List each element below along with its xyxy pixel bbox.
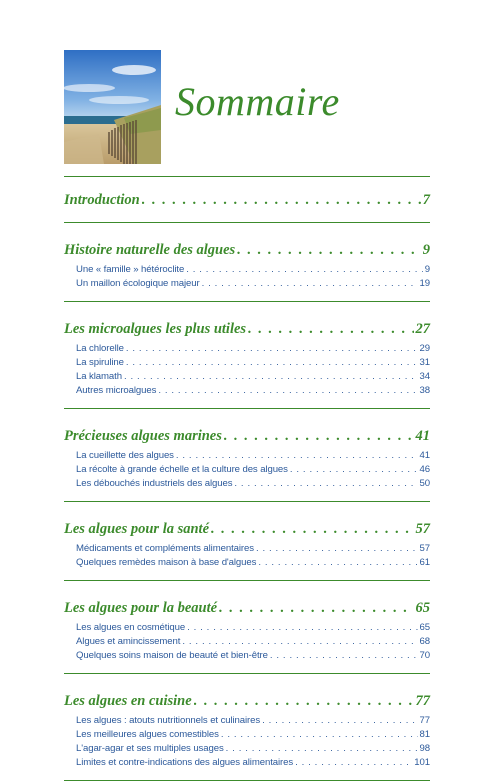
toc-entry[interactable] — [64, 742, 430, 756]
leader-dots — [258, 556, 417, 570]
toc-section — [64, 302, 430, 409]
entry-page: 57 — [419, 543, 430, 554]
entry-page: 65 — [419, 622, 430, 633]
chapter-title: Les microalgues les plus utiles — [64, 321, 247, 337]
entry-title: Les algues : atouts nutritionnels et culinaires — [76, 715, 261, 726]
entry-title: Autres microalgues — [76, 385, 157, 396]
entry-page: 38 — [419, 385, 430, 396]
entry-title: Quelques remèdes maison à base d'algues — [76, 557, 257, 568]
entry-page: 98 — [419, 743, 430, 754]
entry-title: La spiruline — [76, 357, 124, 368]
entry-title: Limites et contre-indications des algues alimentaires — [76, 757, 294, 768]
toc-section — [64, 409, 430, 502]
toc-entry[interactable] — [64, 649, 430, 663]
leader-dots — [211, 520, 413, 538]
leader-dots — [124, 370, 418, 384]
toc-entry[interactable] — [64, 356, 430, 370]
leader-dots — [158, 384, 417, 398]
entry-title: Un maillon écologique majeur — [76, 278, 200, 289]
toc-chapter[interactable] — [64, 310, 430, 342]
entry-page: 31 — [419, 357, 430, 368]
leader-dots — [221, 728, 418, 742]
toc-entry[interactable] — [64, 728, 430, 742]
toc-entry[interactable] — [64, 621, 430, 635]
entry-title: L'agar-agar et ses multiples usages — [76, 743, 224, 754]
leader-dots — [237, 241, 421, 259]
leader-dots — [226, 742, 418, 756]
toc-entry[interactable] — [64, 384, 430, 398]
leader-dots — [224, 427, 414, 445]
entry-page: 9 — [424, 264, 430, 275]
toc-entry[interactable] — [64, 463, 430, 477]
toc-entry[interactable] — [64, 370, 430, 384]
toc-entry[interactable] — [64, 277, 430, 291]
entry-title: Quelques soins maison de beauté et bien-être — [76, 650, 268, 661]
leader-dots — [126, 342, 418, 356]
leader-dots — [295, 756, 412, 770]
toc-chapter[interactable] — [64, 181, 430, 209]
toc-chapter[interactable] — [64, 231, 430, 263]
leader-dots — [219, 599, 413, 617]
leader-dots — [202, 277, 418, 291]
entry-page: 50 — [419, 478, 430, 489]
page-title: Sommaire — [175, 79, 340, 124]
entry-page: 41 — [419, 450, 430, 461]
entry-page: 101 — [414, 757, 430, 768]
chapter-page: 65 — [415, 600, 430, 616]
leader-dots — [194, 692, 414, 710]
toc-chapter[interactable] — [64, 589, 430, 621]
entry-page: 34 — [419, 371, 430, 382]
leader-dots — [256, 542, 418, 556]
leader-dots — [142, 191, 421, 209]
leader-dots — [182, 635, 417, 649]
chapter-page: 9 — [422, 242, 430, 258]
chapter-page: 77 — [415, 693, 430, 709]
leader-dots — [262, 714, 417, 728]
entry-title: La récolte à grande échelle et la culture des algues — [76, 464, 288, 475]
entry-page: 81 — [419, 729, 430, 740]
table-of-contents — [64, 176, 430, 781]
entry-title: Les meilleures algues comestibles — [76, 729, 219, 740]
entry-page: 19 — [419, 278, 430, 289]
entry-page: 77 — [419, 715, 430, 726]
chapter-page: 7 — [422, 192, 430, 208]
entry-title: Algues et amincissement — [76, 636, 181, 647]
beach-dune-fence-photo — [64, 50, 161, 164]
entry-page: 70 — [419, 650, 430, 661]
chapter-title: Les algues pour la beauté — [64, 600, 218, 616]
toc-section — [64, 176, 430, 223]
toc-entry[interactable] — [64, 542, 430, 556]
leader-dots — [176, 449, 418, 463]
toc-entry[interactable] — [64, 342, 430, 356]
toc-entry[interactable] — [64, 449, 430, 463]
toc-entry[interactable] — [64, 556, 430, 570]
entry-title: La chlorelle — [76, 343, 124, 354]
leader-dots — [270, 649, 418, 663]
chapter-title: Introduction — [64, 192, 140, 208]
entry-page: 61 — [419, 557, 430, 568]
entry-title: Les algues en cosmétique — [76, 622, 186, 633]
entry-page: 46 — [419, 464, 430, 475]
toc-section — [64, 581, 430, 674]
toc-section — [64, 674, 430, 781]
toc-chapter[interactable] — [64, 510, 430, 542]
toc-entry[interactable] — [64, 263, 430, 277]
toc-section — [64, 502, 430, 581]
toc-section — [64, 223, 430, 302]
chapter-page: 41 — [415, 428, 430, 444]
chapter-title: Les algues pour la santé — [64, 521, 210, 537]
chapter-page: 27 — [415, 321, 430, 337]
chapter-title: Histoire naturelle des algues — [64, 242, 236, 258]
entry-title: La cueillette des algues — [76, 450, 174, 461]
toc-chapter[interactable] — [64, 417, 430, 449]
leader-dots — [186, 263, 423, 277]
leader-dots — [290, 463, 418, 477]
toc-entry[interactable] — [64, 756, 430, 770]
toc-entry[interactable] — [64, 635, 430, 649]
entry-title: Médicaments et compléments alimentaires — [76, 543, 254, 554]
leader-dots — [126, 356, 418, 370]
chapter-title: Précieuses algues marines — [64, 428, 222, 444]
entry-title: La klamath — [76, 371, 122, 382]
chapter-title: Les algues en cuisine — [64, 693, 192, 709]
leader-dots — [234, 477, 417, 491]
chapter-page: 57 — [415, 521, 430, 537]
toc-entry[interactable] — [64, 477, 430, 491]
entry-page: 68 — [419, 636, 430, 647]
leader-dots — [187, 621, 417, 635]
leader-dots — [248, 320, 413, 338]
entry-title: Les débouchés industriels des algues — [76, 478, 233, 489]
entry-page: 29 — [419, 343, 430, 354]
entry-title: Une « famille » hétéroclite — [76, 264, 185, 275]
toc-entry[interactable] — [64, 714, 430, 728]
toc-chapter[interactable] — [64, 682, 430, 714]
